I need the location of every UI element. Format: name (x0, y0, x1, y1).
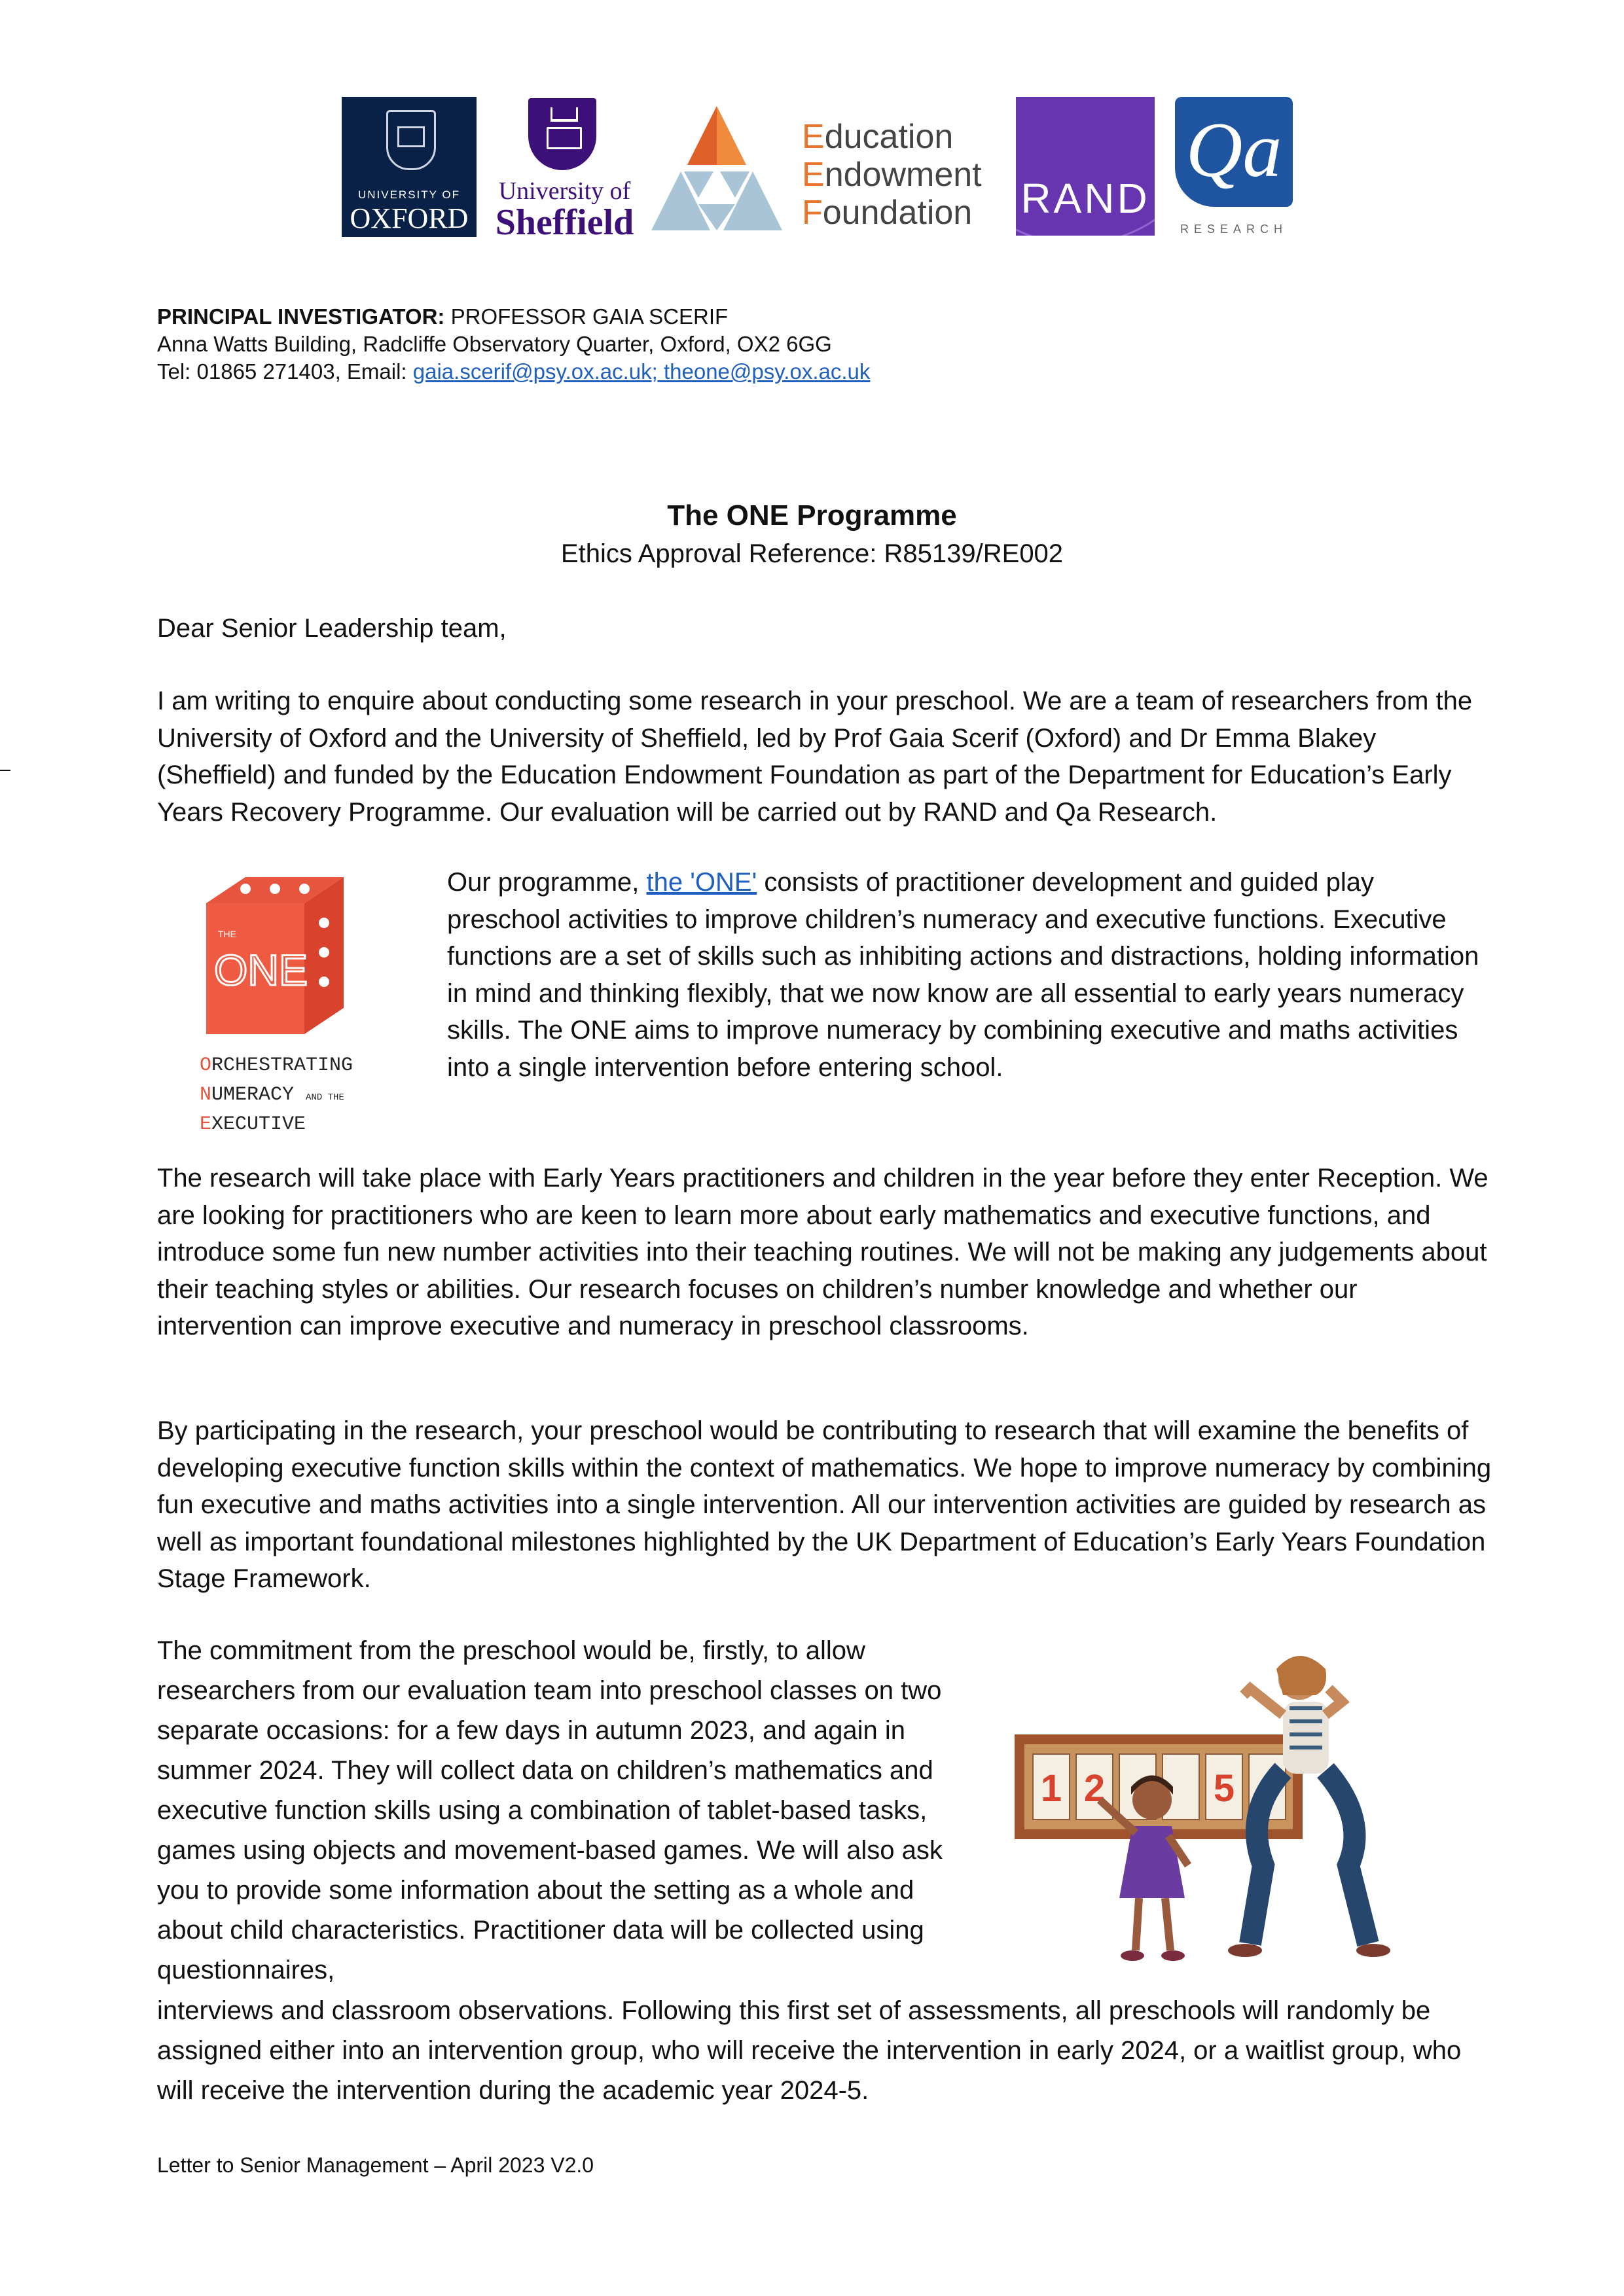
crown-icon (550, 107, 578, 122)
number-card-label: 5 (1213, 1767, 1235, 1810)
qa-research-logo (1172, 97, 1296, 241)
pi-name: PROFESSOR GAIA SCERIF (444, 304, 729, 329)
the-one-link[interactable]: the 'ONE' (646, 868, 757, 897)
contact-line (157, 358, 870, 386)
eef-line2: ndowment (824, 156, 982, 194)
oxford-logo-line2: OXFORD (350, 202, 469, 234)
eef-line1: ducation (824, 118, 954, 156)
number-card-label: 1 (1040, 1767, 1062, 1810)
email-link[interactable]: gaia.scerif@psy.ox.ac.uk; theone@psy.ox.ac.uk (412, 359, 871, 384)
margin-mark (0, 770, 10, 771)
page-title: The ONE Programme (667, 499, 957, 531)
paragraph-commitment: The commitment from the preschool would be, firstly, to allow researchers from our evaluation team into preschool classes on two separate occasions: for a few days in autumn 2023, and again in summer 2024. They will collect data on children’s mathematics and executive function skills using a combination of tablet-based tasks, games using objects and movement-based games. We will also ask you to provide some information about the setting as a whole and about child characteristics. Practitioner data will be collected using questionnaires, (157, 1636, 943, 1984)
paragraph-programme (447, 864, 1494, 1086)
para2-prefix: Our programme, (447, 868, 647, 897)
contact-prefix: Tel: 01865 271403, Email: (157, 359, 413, 384)
contact-header (157, 303, 870, 386)
rand-logo-text: RAND (1020, 175, 1150, 222)
eef-logo-text (802, 118, 982, 232)
greeting: Dear Senior Leadership team, (157, 614, 507, 643)
one-logo-line1: ORCHESTRATING (200, 1054, 353, 1077)
one-logo-line2: NUMERACY AND THE (200, 1084, 344, 1106)
qa-logo-subtext: RESEARCH (1180, 223, 1288, 236)
paragraph-assignment: interviews and classroom observations. Following this first set of assessments, all preschools will randomly be assigned either into an intervention group, who will receive the intervention in early 2024, or a waitlist group, who will receive the intervention during the academic year 2024-5. (157, 1996, 1462, 2105)
eef-cap-e2: E (802, 156, 825, 194)
one-logo-the: THE (218, 929, 236, 939)
one-logo-line3: EXECUTIVE (200, 1113, 306, 1132)
one-logo-one: ONE (214, 946, 308, 994)
sheffield-logo-line2: Sheffield (495, 202, 634, 243)
rand-logo (1016, 97, 1155, 236)
paragraph-participation: By participating in the research, your preschool would be contributing to research that will examine the benefits of developing executive function skills within the context of mathematics. We hope to improve numeracy by combining fun executive and maths activities into a single intervention. All our intervention activities are guided by research as well as important foundational milestones highlighted by the UK Department of Education’s Early Years Foundation Stage Framework. (157, 1416, 1492, 1593)
book-icon (547, 127, 582, 149)
eef-line3: oundation (822, 194, 973, 232)
oxford-logo (342, 97, 477, 237)
address-line: Anna Watts Building, Radcliffe Observatory Quarter, Oxford, OX2 6GG (157, 332, 832, 356)
practitioner-child-illustration (1001, 1649, 1427, 1983)
para2-rest: consists of practitioner development and guided play preschool activities to improve children’s numeracy and executive functions. Executive functions are a set of skills such as inhibiting actions and distractions, holding information in mind and thinking flexibly, that we now know are all essential to early years numeracy skills. The ONE aims to improve numeracy by combining executive and maths activities into a single intervention before entering school. (447, 868, 1479, 1082)
pi-line (157, 303, 870, 331)
footer: Letter to Senior Management – April 2023 V2.0 (157, 2153, 594, 2177)
eef-cap-e1: E (802, 118, 825, 156)
number-card-label: 2 (1083, 1767, 1106, 1810)
sheffield-shield-icon (528, 98, 596, 170)
qa-logo-text: Qa (1185, 106, 1282, 193)
eef-triangle-icon (651, 106, 782, 230)
sheffield-logo-line1: University of (498, 177, 631, 205)
paragraph-intro: I am writing to enquire about conducting some research in your preschool. We are a team of researchers from the University of Oxford and the University of Sheffield, led by Prof Gaia Scerif (Oxford) and Dr Emma Blakey (Sheffield) and funded by the Education Endowment Foundation as part of the Department for Education’s Early Years Recovery Programme. Our evaluation will be carried out by RAND and Qa Research. (157, 687, 1473, 827)
oxford-crest-icon (386, 110, 436, 170)
pi-label: PRINCIPAL INVESTIGATOR: (157, 304, 445, 329)
title-block (0, 496, 1624, 572)
oxford-logo-line1: UNIVERSITY OF (357, 188, 461, 201)
ethics-reference: Ethics Approval Reference: R85139/RE002 (560, 539, 1064, 568)
paragraph-research: The research will take place with Early Years practitioners and children in the year before they enter Reception. We are looking for practitioners who are keen to learn more about early mathematics and executive functions, and introduce some fun new number activities into their teaching routines. We will not be making any judgements about their teaching styles or abilities. Our research focuses on children’s number knowledge and whether our intervention can improve executive and numeracy in preschool classrooms. (157, 1164, 1489, 1340)
eef-cap-f: F (802, 194, 823, 232)
sheffield-logo (488, 97, 641, 241)
the-one-logo-icon (200, 877, 389, 1132)
